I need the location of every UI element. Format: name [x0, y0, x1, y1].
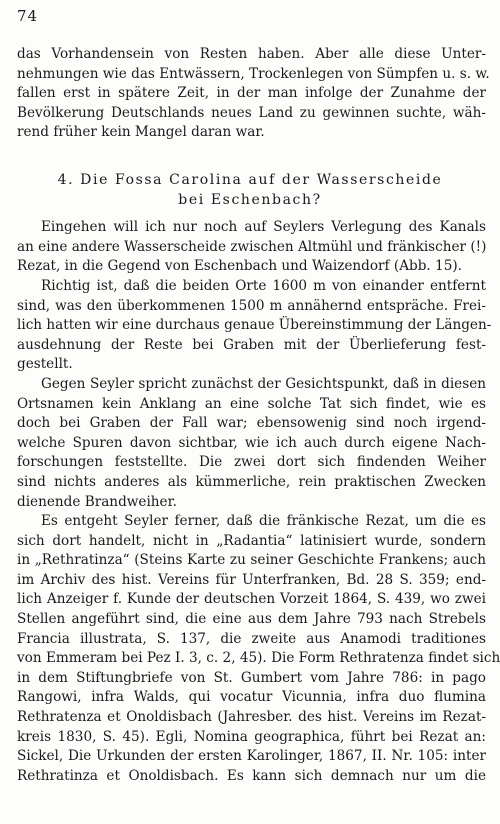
- text-line: welche Spuren davon sichtbar, wie ich auch durch eigene Nach-: [17, 434, 486, 451]
- paragraph-1: [17, 218, 486, 277]
- text-line: lich hatten wir eine durchaus genaue Übereinstimmung der Längen-: [17, 317, 492, 334]
- text-line: in dem Stiftungbriefe von St. Gumbert vom Jahre 786: in pago: [17, 669, 486, 686]
- text-line: Richtig ist, daß die beiden Orte 1600 m von einander entfernt: [41, 278, 486, 294]
- text-line: fallen erst in spätere Zeit, in der man infolge der Zunahme der: [17, 85, 486, 102]
- text-line: lich Anzeiger f. Kunde der deutschen Vorzeit 1864, S. 439, wo zwei: [17, 591, 486, 608]
- text-line: Ortsnamen kein Anklang an eine solche Tat sich findet, wie es: [17, 395, 486, 412]
- text-line: in „Rethratinza“ (Steins Karte zu seiner Geschichte Frankens; auch: [17, 552, 486, 569]
- intro-paragraph: [17, 45, 490, 143]
- text-line: Rezat, in die Gegend von Eschenbach und Waizendorf (Abb. 15).: [17, 258, 462, 275]
- text-line: dienende Brandweiher.: [17, 493, 177, 510]
- text-line: Francia illustrata, S. 137, die zweite aus Anamodi traditiones: [17, 630, 486, 647]
- text-line: doch bei Graben der Fall war; ebensowenig sind noch irgend-: [17, 415, 486, 432]
- text-line: an eine andere Wasserscheide zwischen Altmühl und fränkischer (!): [17, 238, 487, 255]
- text-line: Stellen angeführt sind, die eine aus dem Jahre 793 nach Strebels: [17, 610, 486, 627]
- page-number: 74: [17, 7, 39, 25]
- text-line: Rethratenza et Onoldisbach (Jahresber. des hist. Vereins im Rezat-: [17, 708, 486, 725]
- text-line: Es entgeht Seyler ferner, daß die fränkische Rezat, um die es: [41, 513, 486, 529]
- heading-line-1: 4. Die Fossa Carolina auf der Wasserscheide: [57, 172, 443, 188]
- text-line: Rethratinza et Onoldisbach. Es kann sich demnach nur um die: [17, 767, 486, 784]
- paragraph-2: [17, 277, 492, 375]
- text-line: nehmungen wie das Entwässern, Trockenlegen von Sümpfen u. s. w.: [17, 65, 490, 82]
- section-heading: [0, 170, 500, 210]
- text-line: kreis 1830, S. 45). Egli, Nomina geographica, führt bei Rezat an:: [17, 728, 486, 745]
- text-line: ausdehnung der Reste bei Graben mit der Überlieferung fest-: [17, 336, 486, 353]
- paragraph-3: [17, 375, 486, 512]
- text-line: Rangowi, infra Walds, qui vocatur Vicunnia, infra duo flumina: [17, 689, 486, 706]
- text-line: Eingehen will ich nur noch auf Seylers Verlegung des Kanals: [41, 219, 486, 235]
- text-line: sind, was den überkommenen 1500 m annähernd entspräche. Frei-: [17, 297, 486, 314]
- text-line: forschungen feststellte. Die zwei dort sich findenden Weiher: [17, 454, 486, 471]
- text-line: das Vorhandensein von Resten haben. Aber alle diese Unter-: [17, 46, 486, 62]
- text-line: sich dort handelt, nicht in „Radantia“ latinisiert wurde, sondern: [17, 532, 486, 549]
- text-line: gestellt.: [17, 356, 73, 373]
- text-line: sind nichts anderes als kümmerliche, rein praktischen Zwecken: [17, 473, 486, 490]
- text-line: rend früher kein Mangel daran war.: [17, 124, 265, 141]
- text-line: Sickel, Die Urkunden der ersten Karolinger, 1867, II. Nr. 105: inter: [17, 748, 486, 765]
- text-line: Gegen Seyler spricht zunächst der Gesichtspunkt, daß in diesen: [41, 376, 486, 392]
- text-line: im Archiv des hist. Vereins für Unterfranken, Bd. 28 S. 359; end-: [17, 571, 486, 588]
- paragraph-4: [17, 512, 500, 786]
- text-line: Bevölkerung Deutschlands neues Land zu gewinnen suchte, wäh-: [17, 104, 486, 121]
- text-line: von Emmeram bei Pez I. 3, c. 2, 45). Die Form Rethratenza findet sich: [17, 650, 500, 667]
- heading-line-2: bei Eschenbach?: [178, 192, 322, 208]
